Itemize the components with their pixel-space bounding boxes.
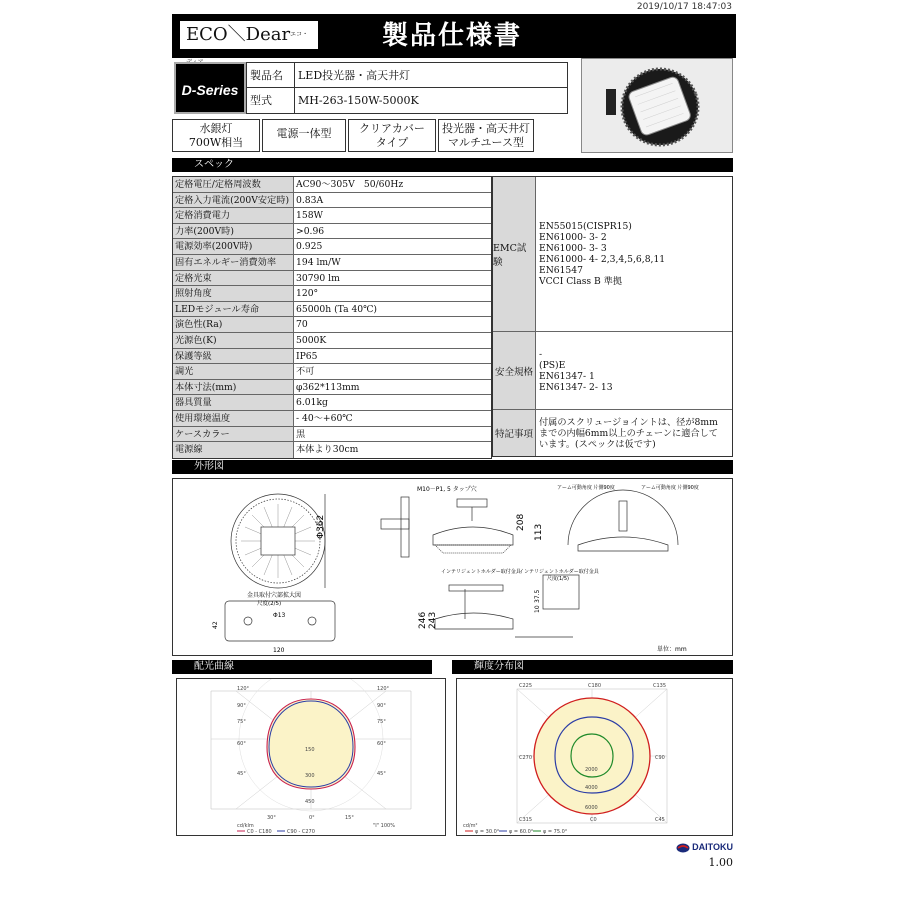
feature-box: 電源一体型 — [262, 119, 346, 152]
angle-label: C315 — [519, 817, 533, 823]
radius-label: 450 — [305, 799, 315, 805]
spec-row — [173, 177, 491, 193]
ring-label: 2000 — [585, 767, 598, 773]
notes-label: 特記事項 — [493, 410, 536, 456]
model-label: 型式 — [247, 88, 295, 113]
light-curve-section-header: 配光曲線 — [172, 660, 432, 674]
spec-value: 65000h (Ta 40℃) — [296, 303, 378, 315]
dim-10: 10 — [534, 605, 541, 613]
bracket-detail-label: 金具取付穴部拡大図 — [247, 592, 302, 599]
spec-value: 0.925 — [296, 241, 323, 253]
angle-label: 30° — [267, 815, 276, 821]
dim-120: 120 — [273, 647, 285, 654]
emc-block — [493, 177, 732, 332]
luminance-section-header: 輝度分布図 — [452, 660, 733, 674]
spec-value: 158W — [296, 210, 323, 222]
outline-section-header: 外形図 — [172, 460, 733, 474]
dim-246: 246 — [418, 611, 428, 629]
spec-value: IP65 — [296, 350, 318, 362]
spec-value: 194 lm/W — [296, 256, 341, 268]
radius-label: 300 — [305, 773, 315, 779]
spec-row — [173, 224, 491, 240]
dim-208: 208 — [516, 513, 526, 531]
spec-row — [173, 286, 491, 302]
holder-label-2: インテリジェントホルダー取付金具 — [519, 569, 599, 575]
spec-row — [173, 427, 491, 443]
dim-42: 42 — [212, 621, 219, 629]
spec-value: 0.83A — [296, 194, 324, 206]
spec-value: 不可 — [296, 366, 315, 378]
legend-c90: C90 - C270 — [287, 829, 315, 835]
spec-value: 6.01kg — [296, 397, 328, 409]
angle-label: C225 — [519, 683, 533, 689]
eco-dear-logo: ECO＼Dear$^{エコ・}$ — [180, 21, 318, 49]
spec-value: φ362*113mm — [296, 381, 360, 393]
ring-label: 6000 — [585, 805, 598, 811]
light-distribution-chart — [176, 678, 446, 836]
bracket-detail-scale: 尺度(2/5) — [257, 601, 282, 607]
angle-label: 45° — [377, 771, 386, 777]
legend-75: φ = 75.0° — [543, 829, 568, 835]
spec-row — [173, 239, 491, 255]
spec-row — [173, 411, 491, 427]
spec-row — [173, 380, 491, 396]
standards-table — [492, 176, 733, 457]
dim-113: 113 — [534, 523, 544, 541]
spec-label: 電源線 — [173, 442, 294, 458]
angle-label: C135 — [653, 683, 667, 689]
spec-row — [173, 333, 491, 349]
feature-boxes — [172, 119, 536, 152]
product-table — [246, 62, 568, 114]
spec-row — [173, 442, 491, 458]
outline-drawing — [172, 478, 733, 656]
angle-label: 120° — [237, 686, 250, 692]
spec-row — [173, 364, 491, 380]
spec-value: AC90～305V 50/60Hz — [296, 179, 404, 190]
daitoku-mark-icon — [676, 843, 690, 853]
spec-label: 光源色(K) — [173, 333, 294, 348]
scale-note: "I" 100% — [373, 823, 395, 829]
legend-c0: C0 - C180 — [247, 829, 272, 835]
safety-values: - (PS)E EN61347- 1 EN61347- 2- 13 — [539, 348, 613, 393]
holder-label: インテリジェントホルダー取付金具 — [441, 569, 521, 575]
notes-block — [493, 410, 732, 456]
spec-label: 保護等級 — [173, 349, 294, 364]
spec-label: 定格電圧/定格周波数 — [173, 177, 294, 192]
safety-block — [493, 332, 732, 410]
spec-value: 70 — [296, 319, 308, 331]
spec-row — [173, 395, 491, 411]
spec-label: 電源効率(200V時) — [173, 239, 294, 254]
angle-label: 75° — [237, 719, 246, 725]
dim-diameter: Φ362 — [316, 514, 326, 539]
angle-label: 120° — [377, 686, 390, 692]
spec-value: 本体より30cm — [296, 444, 359, 456]
model-value: MH-263-150W-5000K — [298, 94, 419, 107]
angle-label: C270 — [519, 755, 533, 761]
angle-label: 45° — [237, 771, 246, 777]
dim-13: Φ13 — [273, 612, 286, 619]
product-name-value: LED投光器・高天井灯 — [298, 69, 411, 82]
series-badge: D-Series — [174, 62, 246, 114]
spec-label: ケースカラー — [173, 427, 294, 442]
feature-box: 水銀灯 700W相当 — [172, 119, 260, 152]
spec-label: 本体寸法(mm) — [173, 380, 294, 395]
spec-row — [173, 255, 491, 271]
ring-label: 4000 — [585, 785, 598, 791]
spec-label: 定格消費電力 — [173, 208, 294, 223]
spec-row — [173, 302, 491, 318]
spec-section-header: スペック — [172, 158, 733, 172]
spec-label: 力率(200V時) — [173, 224, 294, 239]
unit-label: cd/m² — [463, 823, 478, 829]
angle-label: C180 — [588, 683, 602, 689]
angle-label: 75° — [377, 719, 386, 725]
legend-60: φ = 60.0° — [509, 829, 534, 835]
legend-30: φ = 30.0° — [475, 829, 500, 835]
spec-value: 30790 lm — [296, 272, 340, 284]
emc-label: EMC試験 — [493, 177, 536, 331]
arm-angle-left: アーム可動角度 片側90度 — [557, 485, 615, 491]
spec-label: 器具質量 — [173, 395, 294, 410]
luminance-chart — [456, 678, 733, 836]
spec-value: >0.96 — [296, 225, 325, 237]
holder-scale: 尺度(1/5) — [547, 576, 569, 582]
spec-label: 演色性(Ra) — [173, 317, 294, 332]
daitoku-logo: DAITOKU — [655, 842, 733, 856]
tap-hole-label: M10－P1, 5 タップ穴 — [417, 486, 477, 493]
spec-row — [173, 271, 491, 287]
units-label: 単位：mm — [657, 646, 687, 653]
radius-label: 150 — [305, 747, 315, 753]
product-photo — [581, 58, 733, 153]
timestamp: 2019/10/17 18:47:03 — [636, 2, 732, 12]
dim-243: 243 — [428, 611, 438, 629]
spec-label: 定格光束 — [173, 271, 294, 286]
angle-label: C0 — [590, 817, 597, 823]
angle-label: 60° — [237, 741, 246, 747]
angle-label: C45 — [655, 817, 665, 823]
spec-value: 5000K — [296, 334, 327, 346]
spec-table — [172, 176, 492, 459]
dim-37-5: 37.5 — [534, 589, 541, 603]
angle-label: C90 — [655, 755, 665, 761]
angle-label: 15° — [345, 815, 354, 821]
safety-label: 安全規格 — [493, 332, 536, 409]
feature-box: 投光器・高天井灯 マルチユース型 — [438, 119, 534, 152]
spec-label: 使用環境温度 — [173, 411, 294, 426]
spec-value: 120° — [296, 288, 319, 300]
spec-row — [173, 317, 491, 333]
spec-label: 定格入力電流(200V安定時) — [173, 193, 294, 208]
angle-label: 60° — [377, 741, 386, 747]
spec-row — [173, 208, 491, 224]
spec-value: - 40～+60℃ — [296, 412, 353, 424]
spec-row — [173, 193, 491, 209]
spec-label: 固有エネルギー消費効率 — [173, 255, 294, 270]
spec-label: 照射角度 — [173, 286, 294, 301]
feature-box: クリアカバー タイプ — [348, 119, 436, 152]
angle-label: 0° — [309, 815, 315, 821]
version-number: 1.00 — [708, 856, 733, 869]
spec-label: 調光 — [173, 364, 294, 379]
angle-label: 90° — [377, 703, 386, 709]
spec-label: LEDモジュール寿命 — [173, 302, 294, 317]
unit-label: cd/klm — [237, 823, 254, 829]
arm-angle-right: アーム可動角度 片側90度 — [641, 485, 699, 491]
emc-values: EN55015(CISPR15) EN61000- 3- 2 EN61000- 3- 3 EN61000- 4- 2,3,4,5,6,8,11 EN61547 VCCI Class B 準拠 — [539, 221, 666, 287]
document-title: 製品仕様書 — [381, 21, 522, 51]
spec-row — [173, 349, 491, 365]
spec-value: 黒 — [296, 428, 306, 440]
product-name-label: 製品名 — [247, 63, 295, 87]
notes-values: 付属のスクリュージョイントは、径が8mm までの内幅6mm以上のチェーンに適合して います。(スペックは仮です) — [539, 416, 718, 450]
angle-label: 90° — [237, 703, 246, 709]
